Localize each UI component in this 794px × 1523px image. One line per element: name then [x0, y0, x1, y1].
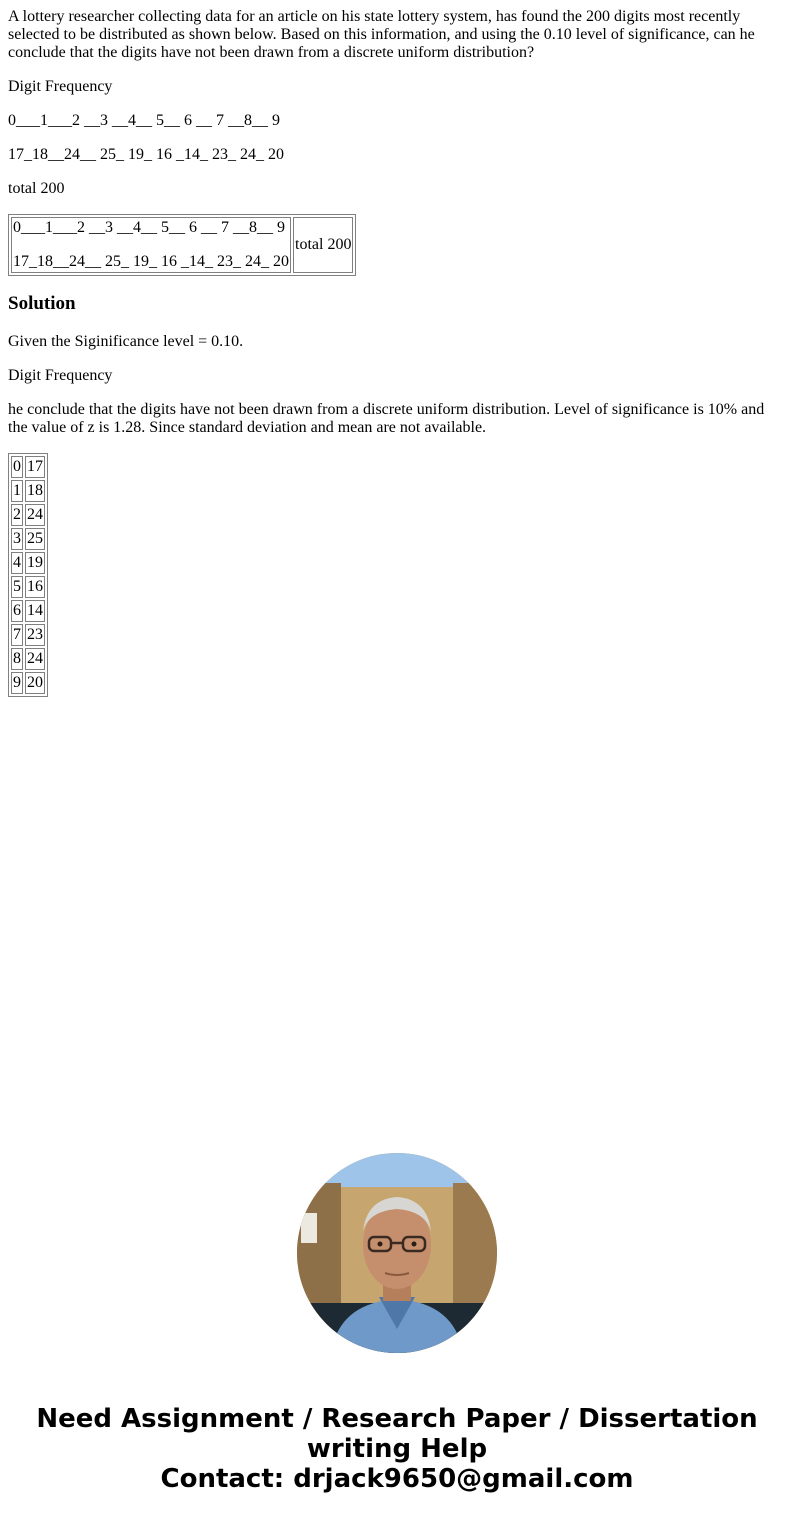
question-total-line: total 200 — [8, 180, 65, 197]
frequency-cell: 23 — [25, 624, 45, 646]
frequency-cell: 25 — [25, 528, 45, 550]
footer-line-2: writing Help — [306, 1434, 488, 1464]
question-table-frequencies: 17_18__24__ 25_ 19_ 16 _14_ 23_ 24_ 20 — [13, 253, 289, 270]
table-row — [11, 672, 45, 694]
table-row — [11, 217, 353, 273]
frequency-cell: 18 — [25, 480, 45, 502]
frequency-cell: 24 — [25, 504, 45, 526]
author-avatar — [297, 1153, 497, 1353]
frequency-cell: 19 — [25, 552, 45, 574]
table-row — [11, 600, 45, 622]
table-row — [11, 480, 45, 502]
table-row — [11, 552, 45, 574]
digit-cell: 2 — [11, 504, 23, 526]
table-row — [11, 504, 45, 526]
question-table-digits: 0___1___2 __3 __4__ 5__ 6 __ 7 __8__ 9 — [13, 219, 285, 236]
solution-heading: Solution — [8, 293, 76, 314]
digit-cell: 9 — [11, 672, 23, 694]
digit-cell: 3 — [11, 528, 23, 550]
frequency-cell: 24 — [25, 648, 45, 670]
frequency-cell: 14 — [25, 600, 45, 622]
digit-cell: 6 — [11, 600, 23, 622]
question-text: A lottery researcher collecting data for an article on his state lottery system, has found the 200 digits most recently selected to be distributed as shown below. Based on this information, and using the 0.10 level of significance, can he conclude that the digits have not been drawn from a discrete uniform distribution? — [8, 8, 755, 61]
table-row — [11, 456, 45, 478]
question-table-data-cell — [11, 217, 291, 273]
question-header-line: Digit Frequency — [8, 78, 113, 95]
frequency-cell: 20 — [25, 672, 45, 694]
footer-contact: Contact: drjack9650@gmail.com — [160, 1464, 634, 1494]
solution-header-line: Digit Frequency — [8, 367, 113, 384]
question-frequency-line: 17_18__24__ 25_ 19_ 16 _14_ 23_ 24_ 20 — [8, 146, 284, 163]
frequency-table — [8, 453, 48, 697]
footer-banner — [0, 1404, 794, 1494]
question-table-total: total 200 — [293, 217, 353, 273]
digit-cell: 8 — [11, 648, 23, 670]
solution-conclusion: he conclude that the digits have not been drawn from a discrete uniform distribution. Level of significance is 10% and the value of z is 1.28. Since standard deviation and mean are not available. — [8, 401, 765, 436]
frequency-cell: 17 — [25, 456, 45, 478]
table-row — [11, 576, 45, 598]
digit-cell: 4 — [11, 552, 23, 574]
frequency-cell: 16 — [25, 576, 45, 598]
footer-line-1: Need Assignment / Research Paper / Dissertation — [36, 1404, 758, 1434]
question-digits-line: 0___1___2 __3 __4__ 5__ 6 __ 7 __8__ 9 — [8, 112, 280, 129]
digit-cell: 1 — [11, 480, 23, 502]
question-table — [8, 214, 356, 276]
table-row — [11, 648, 45, 670]
table-row — [11, 624, 45, 646]
solution-significance: Given the Siginificance level = 0.10. — [8, 333, 244, 350]
table-row — [11, 528, 45, 550]
digit-cell: 7 — [11, 624, 23, 646]
digit-cell: 5 — [11, 576, 23, 598]
portrait-image — [297, 1153, 497, 1353]
digit-cell: 0 — [11, 456, 23, 478]
